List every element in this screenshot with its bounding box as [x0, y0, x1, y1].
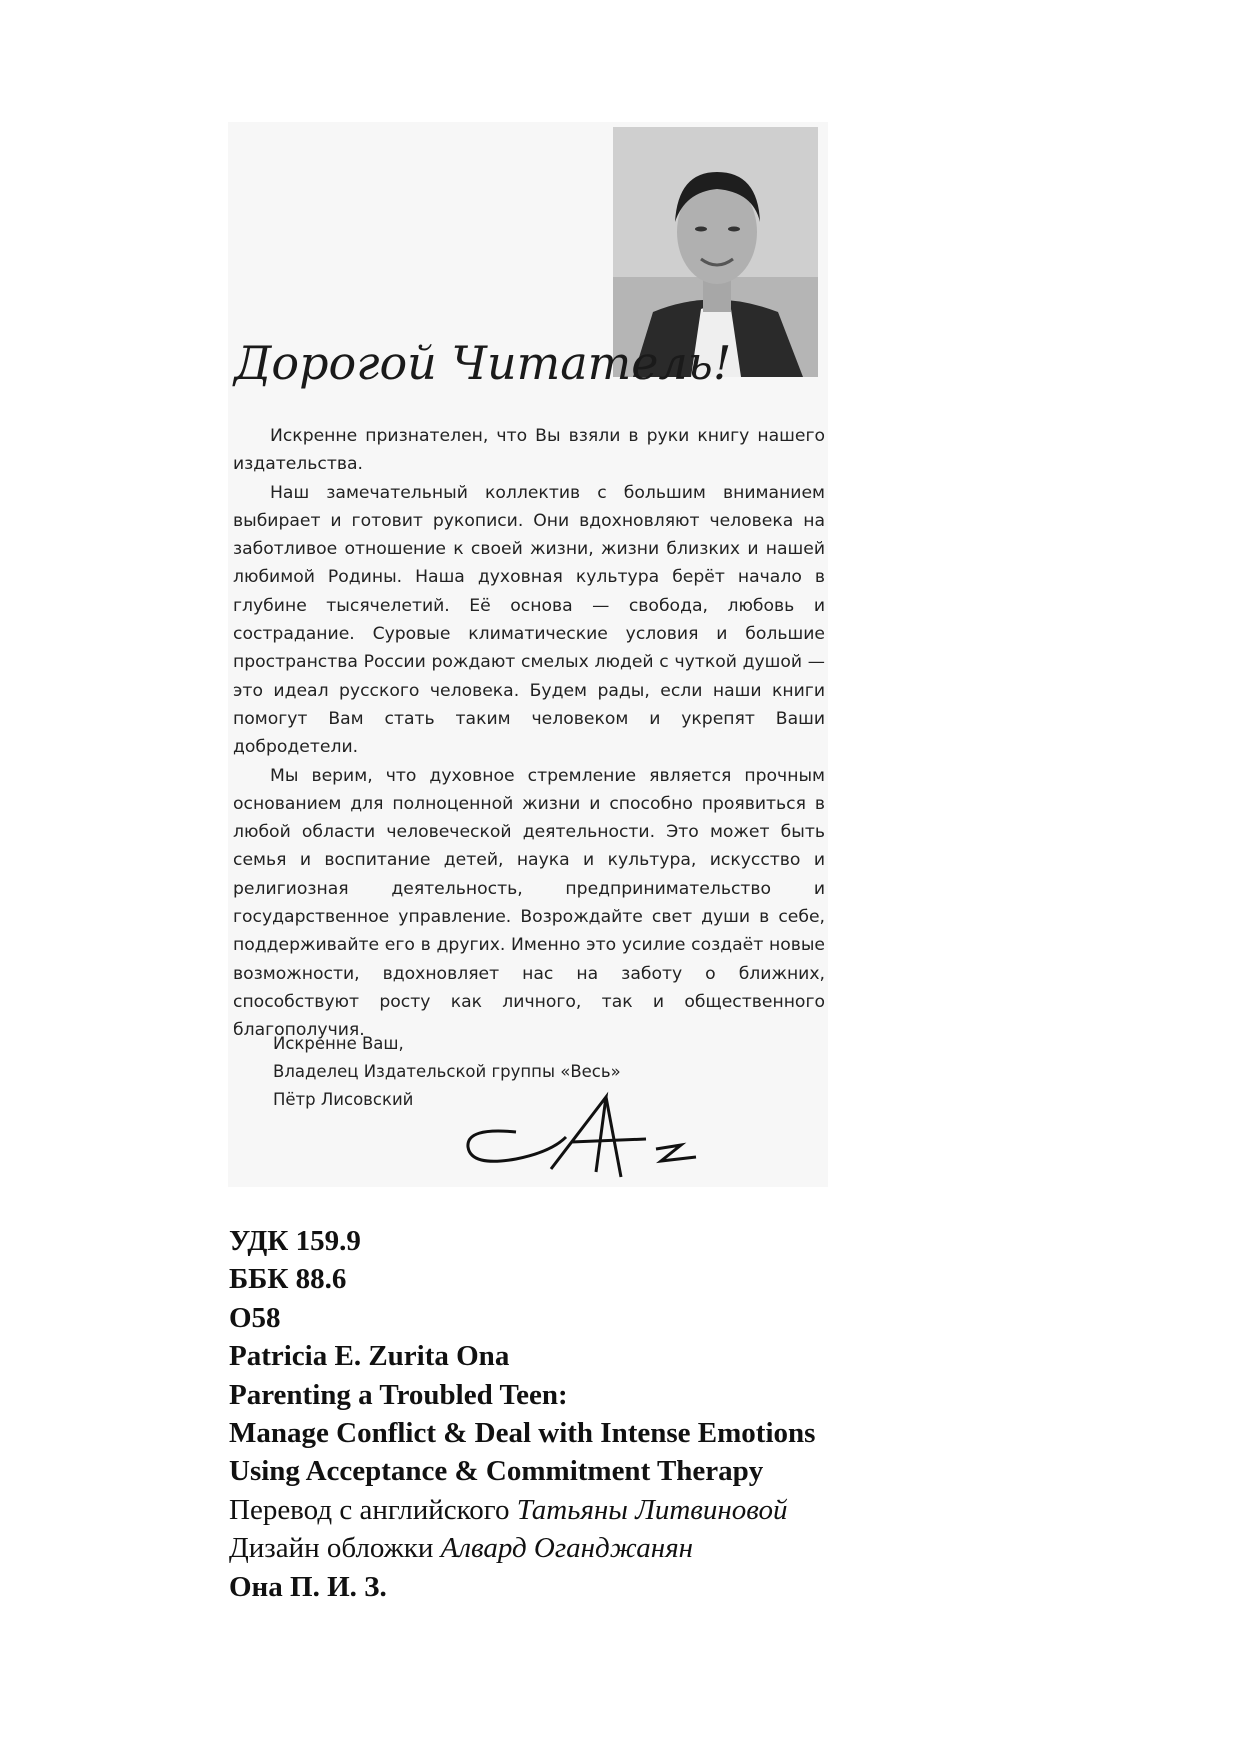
- translation-label: Перевод с английского: [229, 1493, 517, 1526]
- translator-name: Татьяны Литвиновой: [516, 1493, 788, 1526]
- original-title-line-3: Using Acceptance & Commitment Therapy: [229, 1455, 764, 1488]
- greeting-handwritten: [228, 307, 732, 427]
- author-russian-name: Она П. И. З.: [229, 1570, 387, 1603]
- greeting-text: Дорогой Читатель!: [234, 336, 732, 390]
- cover-designer-name: Алвард Оганджанян: [440, 1532, 694, 1565]
- original-author: Patricia E. Zurita Ona: [229, 1340, 510, 1373]
- handwritten-signature: [456, 1087, 726, 1182]
- bibliographic-block: [229, 1222, 1209, 1606]
- original-title-line-2: Manage Conflict & Deal with Intense Emotions: [229, 1417, 816, 1450]
- signoff-name: Пётр Лисовский: [273, 1090, 414, 1109]
- signoff-closing: Искренне Ваш,: [273, 1034, 404, 1053]
- author-mark-code: O58: [229, 1301, 281, 1334]
- translation-credit: [229, 1491, 1209, 1529]
- udk-code: УДК 159.9: [229, 1225, 361, 1257]
- letter-body: [233, 422, 825, 1045]
- signoff-position: Владелец Издательской группы «Весь»: [273, 1062, 621, 1081]
- publisher-letter-scan: [228, 122, 828, 1187]
- letter-paragraph-3: Мы верим, что духовное стремление является прочным основанием для полноценной жизни и способно проявиться в любой области человеческой деятельности. Это может быть семья и воспитание детей, наука и культура, искусство и религиозная деятельность, предпринимательство и государственное управление. Возрождайте свет души в себе, поддерживайте его в других. Именно это усилие создаёт новые возможности, вдохновляет нас на заботу о ближних, способствуют росту как личного, так и общественного благополучия.: [233, 765, 825, 1041]
- cover-design-label: Дизайн обложки: [229, 1532, 441, 1565]
- original-title-line-1: Parenting a Troubled Teen:: [229, 1378, 568, 1411]
- letter-paragraph-2: Наш замечательный коллектив с большим вниманием выбирает и готовит рукописи. Они вдохновляют человека на заботливое отношение к своей жизни, жизни близких и нашей любимой Родины. Наша духовная культура берёт начало в глубине тысячелетий. Её основа — свобода, любовь и сострадание. Суровые климатические условия и большие пространства России рождают смелых людей с чуткой душой — это идеал русского человека. Будем рады, если наши книги помогут Вам стать таким человеком и укрепят Ваши добродетели.: [233, 482, 825, 758]
- bbk-code: ББК 88.6: [229, 1263, 347, 1296]
- cover-design-credit: [229, 1529, 1209, 1567]
- letter-paragraph-1: Искренне признателен, что Вы взяли в руки книгу нашего издательства.: [233, 426, 825, 475]
